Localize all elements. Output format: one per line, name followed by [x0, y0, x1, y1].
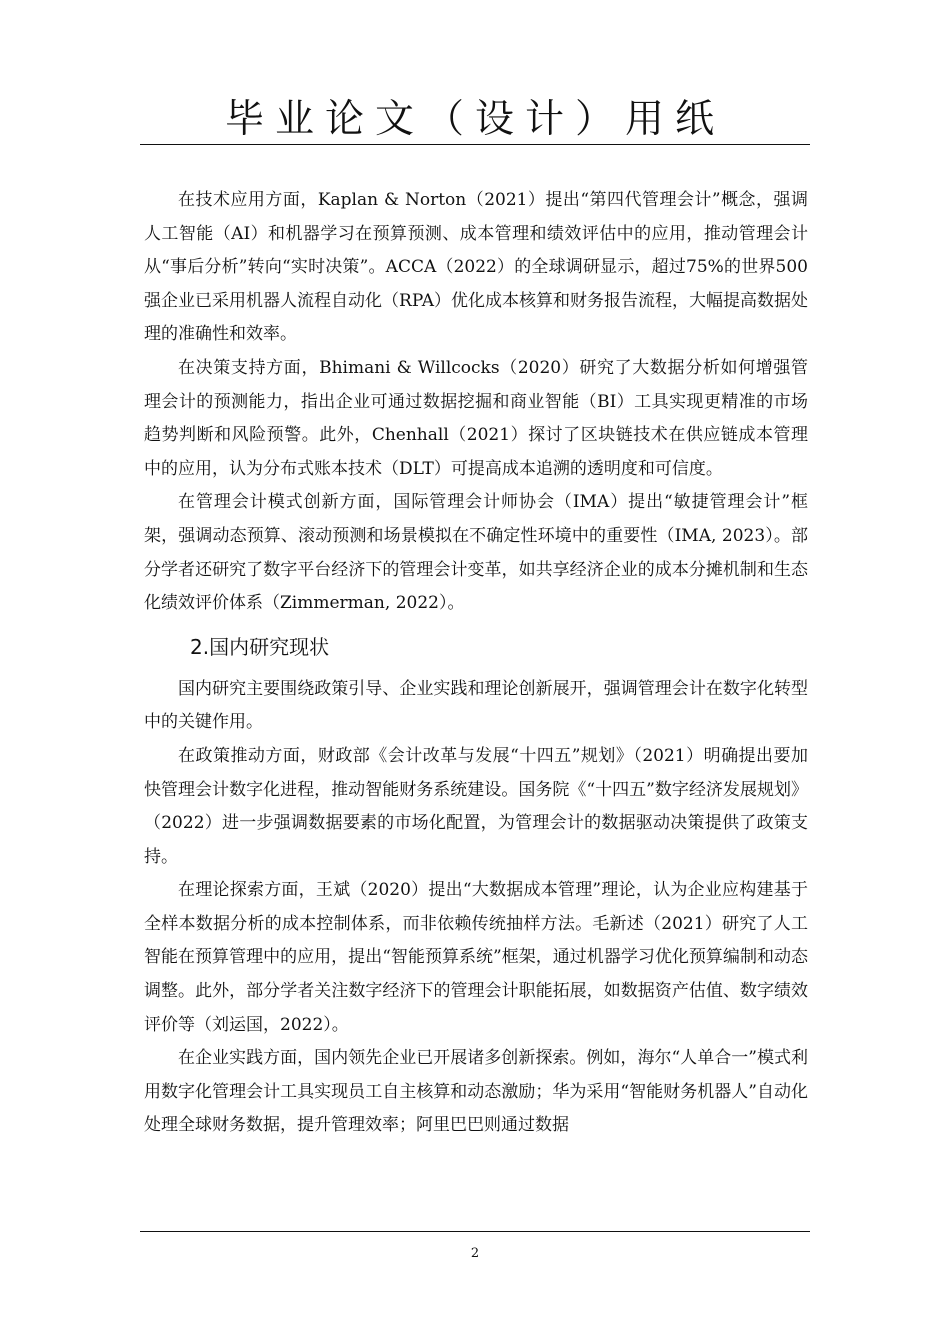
- page-number: 2: [470, 1246, 480, 1261]
- paragraph: 在企业实践方面，国内领先企业已开展诸多创新探索。例如，海尔“人单合一”模式利用数字化管理会计工具实现员工自主核算和动态激励；华为采用“智能财务机器人”自动化处理全球财务数据，提升管理效率；阿里巴巴则通过数据: [144, 1048, 808, 1136]
- paragraph: 在政策推动方面，财政部《会计改革与发展“十四五”规划》（2021）明确提出要加快管理会计数字化进程，推动智能财务系统建设。国务院《“十四五”数字经济发展规划》（2022）进一步强调数据要素的市场化配置，为管理会计的数据驱动决策提供了政策支持。: [144, 745, 808, 867]
- footer-rule: [140, 1231, 810, 1232]
- page-header-title: 毕业论文（设计）用纸: [224, 97, 725, 142]
- section-heading: 2.国内研究现状: [190, 634, 330, 659]
- paragraph: 在管理会计模式创新方面，国际管理会计师协会（IMA）提出“敏捷管理会计”框架，强调动态预算、滚动预测和场景模拟在不确定性环境中的重要性（IMA, 2023）。部分学者还研究了数字平台经济下的管理会计变革，如共享经济企业的成本分摊机制和生态化绩效评价体系（Zimmerman, 2022）。: [144, 492, 808, 614]
- paragraph: 在技术应用方面，Kaplan & Norton（2021）提出“第四代管理会计”概念，强调人工智能（AI）和机器学习在预算预测、成本管理和绩效评估中的应用，推动管理会计从“事后分析”转向“实时决策”。ACCA（2022）的全球调研显示，超过75%的世界500强企业已采用机器人流程自动化（RPA）优化成本核算和财务报告流程，大幅提高数据处理的准确性和效率。: [144, 190, 808, 345]
- paragraph: 在决策支持方面，Bhimani & Willcocks（2020）研究了大数据分析如何增强管理会计的预测能力，指出企业可通过数据挖掘和商业智能（BI）工具实现更精准的市场趋势判断和风险预警。此外，Chenhall（2021）探讨了区块链技术在供应链成本管理中的应用，认为分布式账本技术（DLT）可提高成本追溯的透明度和可信度。: [144, 357, 808, 479]
- header-rule: [140, 144, 810, 145]
- paragraph: 在理论探索方面，王斌（2020）提出“大数据成本管理”理论，认为企业应构建基于全样本数据分析的成本控制体系，而非依赖传统抽样方法。毛新述（2021）研究了人工智能在预算管理中的应用，提出“智能预算系统”框架，通过机器学习优化预算编制和动态调整。此外，部分学者关注数字经济下的管理会计职能拓展，如数据资产估值、数字绩效评价等（刘运国，2022）。: [144, 880, 808, 1035]
- document-body: [144, 184, 808, 1143]
- paragraph: 国内研究主要围绕政策引导、企业实践和理论创新展开，强调管理会计在数字化转型中的关键作用。: [144, 678, 808, 733]
